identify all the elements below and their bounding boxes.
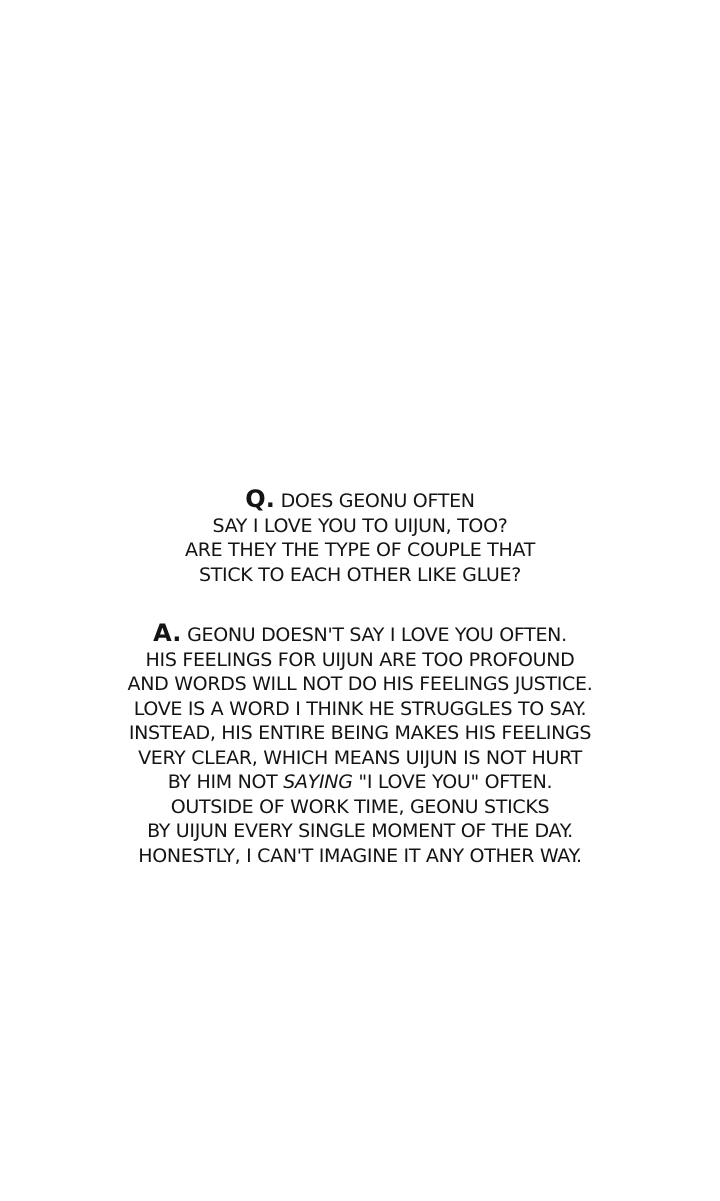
answer-emphasis: SAYING (283, 771, 353, 793)
answer-marker: A. (153, 619, 182, 647)
answer-line-10: HONESTLY, I CAN'T IMAGINE IT ANY OTHER WAY. (138, 844, 582, 867)
answer-text-1: GEONU DOESN'T SAY I LOVE YOU OFTEN. (187, 624, 567, 646)
qa-spacer (0, 587, 720, 621)
question-line-1 (0, 487, 720, 514)
question-line-3: ARE THEY THE TYPE OF COUPLE THAT (185, 539, 535, 561)
question-line-4: STICK TO EACH OTHER LIKE GLUE? (198, 563, 522, 586)
answer-line-6: VERY CLEAR, WHICH MEANS UIJUN IS NOT HURT (138, 746, 582, 769)
answer-line-7 (0, 770, 720, 795)
answer-line-7-start: BY HIM NOT (167, 771, 278, 793)
question-line-2: SAY I LOVE YOU TO UIJUN, TOO? (212, 514, 508, 537)
question-text-1: DOES GEONU OFTEN (280, 490, 475, 512)
answer-line-3: AND WORDS WILL NOT DO HIS FEELINGS JUSTICE. (127, 673, 593, 695)
qa-text-block (0, 487, 720, 868)
answer-line-4: LOVE IS A WORD I THINK HE STRUGGLES TO SAY. (133, 697, 587, 720)
question-marker: Q. (245, 485, 275, 513)
answer-line-2: HIS FEELINGS FOR UIJUN ARE TOO PROFOUND (145, 648, 575, 671)
answer-line-8: OUTSIDE OF WORK TIME, GEONU STICKS (170, 795, 550, 818)
answer-line-5: INSTEAD, HIS ENTIRE BEING MAKES HIS FEELINGS (128, 722, 592, 744)
answer-line-1 (0, 621, 720, 648)
answer-line-7-end: "I LOVE YOU" OFTEN. (358, 771, 553, 793)
answer-line-9: BY UIJUN EVERY SINGLE MOMENT OF THE DAY. (147, 820, 573, 842)
